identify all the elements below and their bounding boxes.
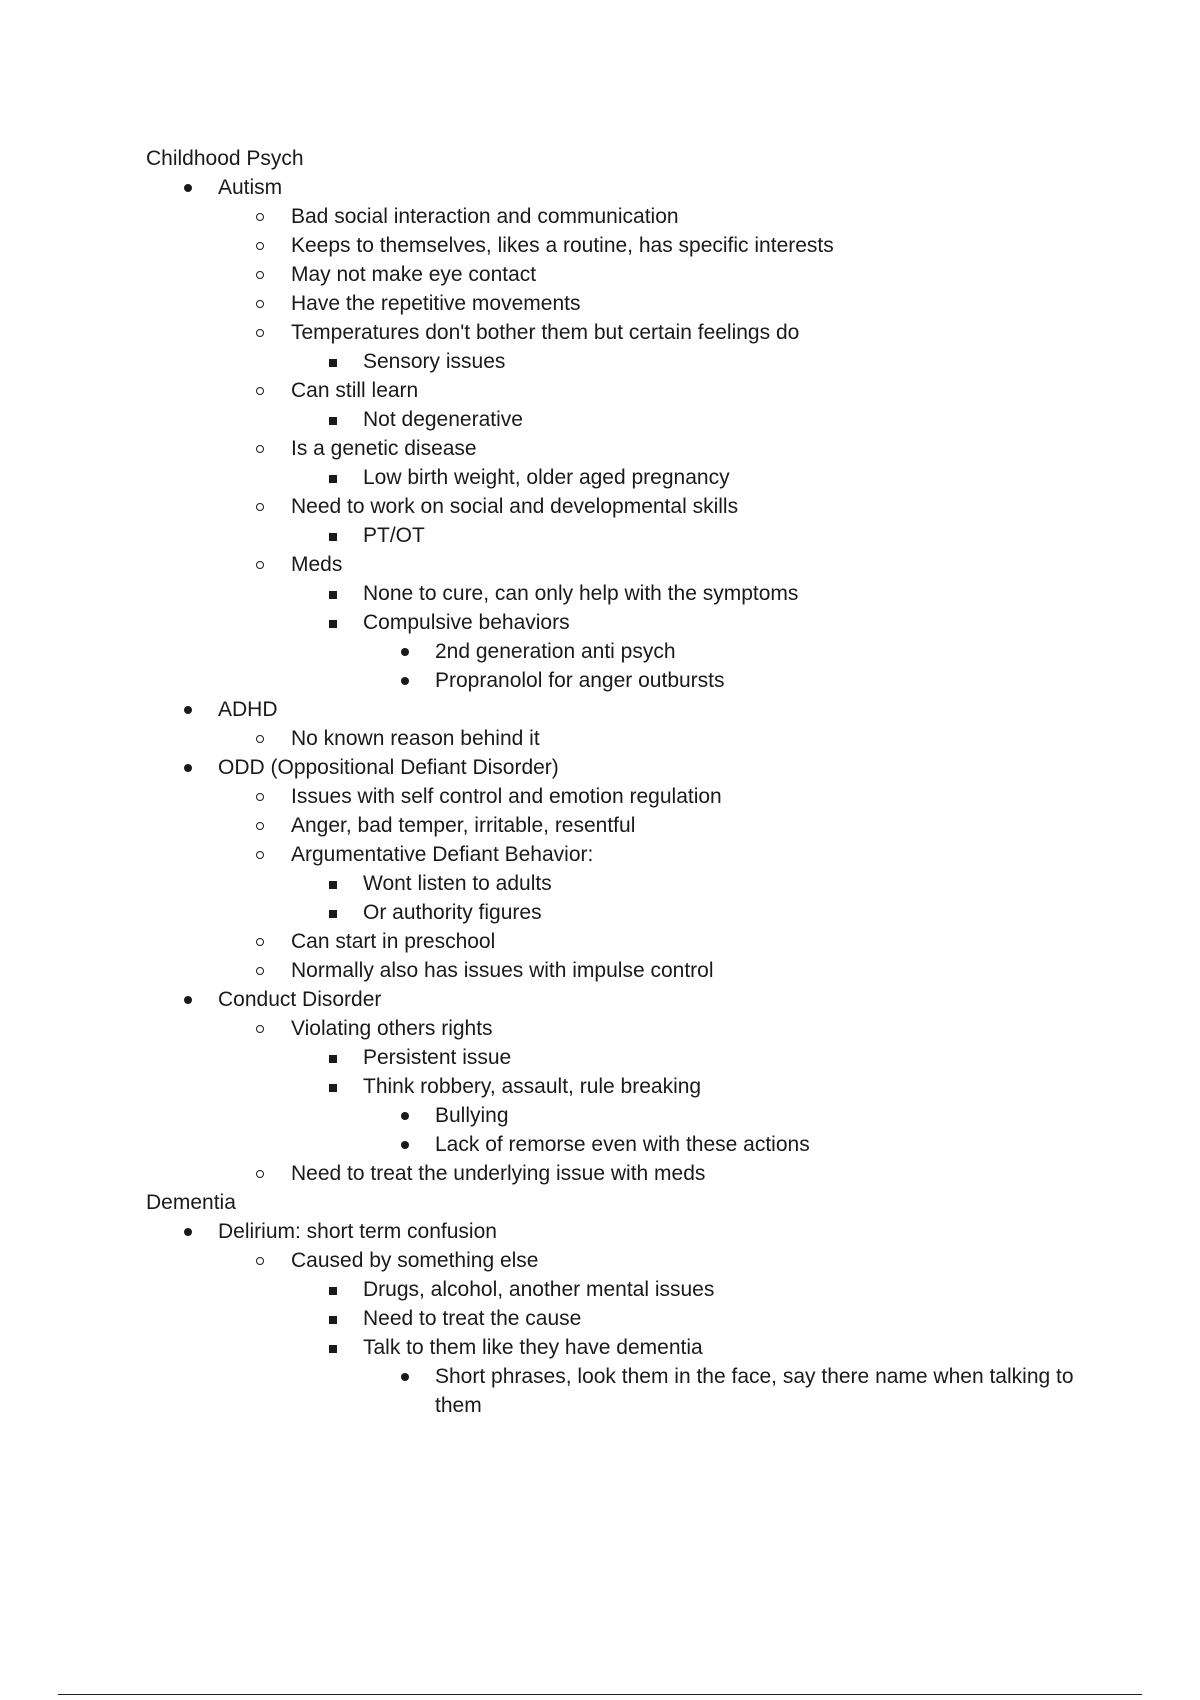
list-item — [146, 318, 1106, 347]
bullet-circle-icon — [250, 318, 270, 337]
list-item — [146, 811, 1106, 840]
list-item-text: PT/OT — [363, 524, 425, 547]
bullet-circle-icon — [250, 376, 270, 395]
list-item — [146, 492, 1106, 521]
bullet-circle-icon — [250, 1159, 270, 1178]
list-item — [146, 695, 1106, 724]
bullet-dot-icon — [395, 1101, 415, 1120]
list-item-text: Normally also has issues with impulse control — [291, 959, 714, 982]
bullet-circle-icon — [250, 492, 270, 511]
list-item-text: Or authority figures — [363, 901, 542, 924]
bullet-square-icon — [323, 1304, 343, 1324]
list-item — [146, 260, 1106, 289]
bullet-circle-icon — [250, 724, 270, 743]
outline-list — [146, 1217, 1106, 1420]
list-item-text: Need to work on social and developmental skills — [291, 495, 739, 518]
list-item — [146, 869, 1106, 898]
list-item-text: Is a genetic disease — [291, 437, 477, 460]
list-item — [146, 202, 1106, 231]
list-item-text: Argumentative Defiant Behavior: — [291, 843, 594, 866]
list-item-text: Low birth weight, older aged pregnancy — [363, 466, 730, 489]
bullet-circle-icon — [250, 840, 270, 859]
bullet-circle-icon — [250, 260, 270, 279]
list-item-text: Anger, bad temper, irritable, resentful — [291, 814, 636, 837]
list-item-text: May not make eye contact — [291, 263, 537, 286]
bullet-circle-icon — [250, 1014, 270, 1033]
bullet-square-icon — [323, 1333, 343, 1353]
list-item — [146, 1072, 1106, 1101]
section-heading: Childhood Psych — [146, 147, 304, 170]
bullet-dot-icon — [178, 985, 198, 1004]
bullet-square-icon — [323, 1043, 343, 1063]
list-item-text: Temperatures don't bother them but certain feelings do — [291, 321, 800, 344]
bullet-circle-icon — [250, 1246, 270, 1265]
bullet-circle-icon — [250, 782, 270, 801]
list-item — [146, 724, 1106, 753]
list-item — [146, 898, 1106, 927]
bullet-circle-icon — [250, 927, 270, 946]
list-item-text: Autism — [218, 176, 283, 199]
bullet-circle-icon — [250, 550, 270, 569]
list-item — [146, 1362, 1106, 1420]
list-item-text: Can start in preschool — [291, 930, 496, 953]
bullet-square-icon — [323, 347, 343, 367]
bullet-square-icon — [323, 405, 343, 425]
list-item-text: Persistent issue — [363, 1046, 512, 1069]
bullet-circle-icon — [250, 811, 270, 830]
list-item — [146, 637, 1106, 666]
list-item — [146, 1275, 1106, 1304]
list-item — [146, 1014, 1106, 1043]
list-item-text: Need to treat the cause — [363, 1307, 582, 1330]
list-item — [146, 1217, 1106, 1246]
bullet-dot-icon — [395, 637, 415, 656]
list-item — [146, 608, 1106, 637]
list-item — [146, 434, 1106, 463]
list-item — [146, 1304, 1106, 1333]
outline-section — [146, 144, 1106, 1188]
list-item — [146, 927, 1106, 956]
list-item-text: Drugs, alcohol, another mental issues — [363, 1278, 715, 1301]
bullet-circle-icon — [250, 202, 270, 221]
list-item-text: Need to treat the underlying issue with meds — [291, 1162, 706, 1185]
list-item-text: Not degenerative — [363, 408, 523, 431]
bullet-square-icon — [323, 579, 343, 599]
list-item — [146, 1246, 1106, 1275]
list-item — [146, 753, 1106, 782]
list-item-text: None to cure, can only help with the symptoms — [363, 582, 799, 605]
list-item-text: No known reason behind it — [291, 727, 540, 750]
outline-list — [146, 173, 1106, 1188]
list-item — [146, 231, 1106, 260]
bullet-dot-icon — [178, 695, 198, 714]
bullet-square-icon — [323, 521, 343, 541]
list-item — [146, 463, 1106, 492]
bullet-dot-icon — [178, 753, 198, 772]
list-item-text: Lack of remorse even with these actions — [435, 1133, 810, 1156]
bullet-dot-icon — [395, 1362, 415, 1381]
list-item — [146, 1101, 1106, 1130]
bullet-dot-icon — [178, 1217, 198, 1236]
list-item — [146, 666, 1106, 695]
list-item — [146, 840, 1106, 869]
list-item — [146, 1043, 1106, 1072]
list-item-text: Delirium: short term confusion — [218, 1220, 497, 1243]
list-item — [146, 173, 1106, 202]
bullet-circle-icon — [250, 434, 270, 453]
list-item-text: Bullying — [435, 1104, 509, 1127]
list-item — [146, 1333, 1106, 1362]
list-item-text: Think robbery, assault, rule breaking — [363, 1075, 702, 1098]
list-item — [146, 405, 1106, 434]
list-item-text: Propranolol for anger outbursts — [435, 669, 725, 692]
bullet-square-icon — [323, 1275, 343, 1295]
list-item-text: Conduct Disorder — [218, 988, 382, 1011]
footer-rule — [58, 1694, 1142, 1695]
list-item-text: Have the repetitive movements — [291, 292, 581, 315]
bullet-dot-icon — [395, 666, 415, 685]
list-item-text: Bad social interaction and communication — [291, 205, 679, 228]
list-item — [146, 782, 1106, 811]
document-content — [146, 144, 1106, 1420]
list-item — [146, 521, 1106, 550]
list-item-text: Meds — [291, 553, 343, 576]
bullet-circle-icon — [250, 956, 270, 975]
section-heading: Dementia — [146, 1191, 236, 1214]
bullet-circle-icon — [250, 231, 270, 250]
bullet-square-icon — [323, 608, 343, 628]
list-item-text: ODD (Oppositional Defiant Disorder) — [218, 756, 559, 779]
list-item — [146, 1130, 1106, 1159]
list-item-text: Talk to them like they have dementia — [363, 1336, 703, 1359]
list-item-text: Issues with self control and emotion regulation — [291, 785, 722, 808]
list-item — [146, 985, 1106, 1014]
list-item — [146, 376, 1106, 405]
list-item — [146, 1159, 1106, 1188]
list-item — [146, 347, 1106, 376]
outline-section — [146, 1188, 1106, 1420]
list-item-text: ADHD — [218, 698, 278, 721]
list-item-text: 2nd generation anti psych — [435, 640, 676, 663]
list-item-text: Compulsive behaviors — [363, 611, 570, 634]
bullet-dot-icon — [395, 1130, 415, 1149]
list-item — [146, 579, 1106, 608]
list-item-text: Can still learn — [291, 379, 419, 402]
list-item-text: Short phrases, look them in the face, say there name when talking to them — [435, 1365, 1074, 1417]
bullet-square-icon — [323, 869, 343, 889]
list-item-text: Sensory issues — [363, 350, 506, 373]
list-item — [146, 289, 1106, 318]
bullet-square-icon — [323, 463, 343, 483]
list-item-text: Wont listen to adults — [363, 872, 552, 895]
list-item-text: Keeps to themselves, likes a routine, has specific interests — [291, 234, 834, 257]
list-item-text: Caused by something else — [291, 1249, 539, 1272]
list-item — [146, 956, 1106, 985]
bullet-dot-icon — [178, 173, 198, 192]
bullet-square-icon — [323, 1072, 343, 1092]
bullet-square-icon — [323, 898, 343, 918]
list-item-text: Violating others rights — [291, 1017, 493, 1040]
list-item — [146, 550, 1106, 579]
bullet-circle-icon — [250, 289, 270, 308]
